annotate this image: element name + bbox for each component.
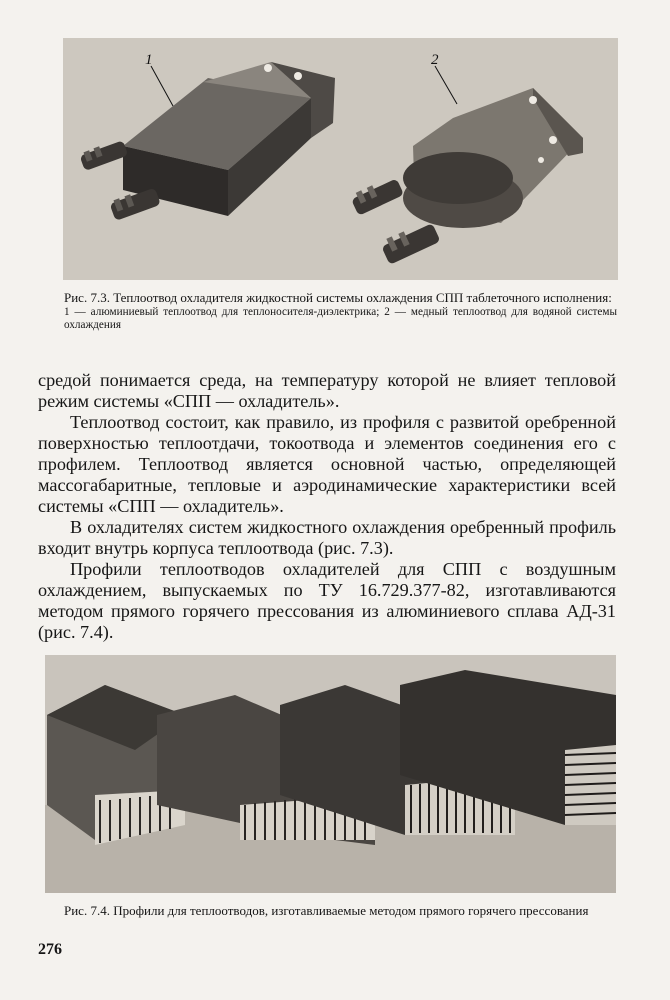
paragraph-4: Профили теплоотводов охладителей для СПП с воздушным охлаждением, выпускаемых по ТУ 16.729.377-82, изготавливаются методом прямого горячего прессования из алюминиевого сплава АД-31 (рис. 7.4). [38,559,616,642]
caption-legend: 1 — алюминиевый теплоотвод для теплоносителя-диэлектрика; 2 — медный теплоотвод для водяной системы охлаждения [64,306,617,331]
page-number: 276 [38,941,62,958]
figure-label-2: 2 [431,52,439,68]
paragraph-2: Теплоотвод состоит, как правило, из профиля с развитой оребренной поверхностью теплоотдачи, токоотвода и элементов соединения его с профилем. Теплоотвод является основной частью, определяющей массогабаритные, тепловые и аэродинамические характеристики всей системы «СПП — охладитель». [38,412,616,516]
figure-7-3-photo [63,38,618,280]
heat-sink-profiles-image [45,655,616,893]
heat-sinks-liquid-cooling-image [63,38,618,280]
body-text [38,370,616,643]
caption-main: Рис. 7.3. Теплоотвод охладителя жидкостной системы охлаждения СПП таблеточного исполнения: [64,290,612,305]
paragraph-3: В охладителях систем жидкостного охлаждения оребренный профиль входит внутрь корпуса теплоотвода (рис. 7.3). [38,517,616,558]
paragraph-1: средой понимается среда, на температуру которой не влияет тепловой режим системы «СПП — охладитель». [38,370,616,411]
figure-7-4-photo [45,655,616,893]
figure-label-1: 1 [145,52,153,68]
figure-7-3-caption [64,291,617,331]
figure-7-4-caption: Рис. 7.4. Профили для теплоотводов, изготавливаемые методом прямого горячего прессования [64,903,589,918]
